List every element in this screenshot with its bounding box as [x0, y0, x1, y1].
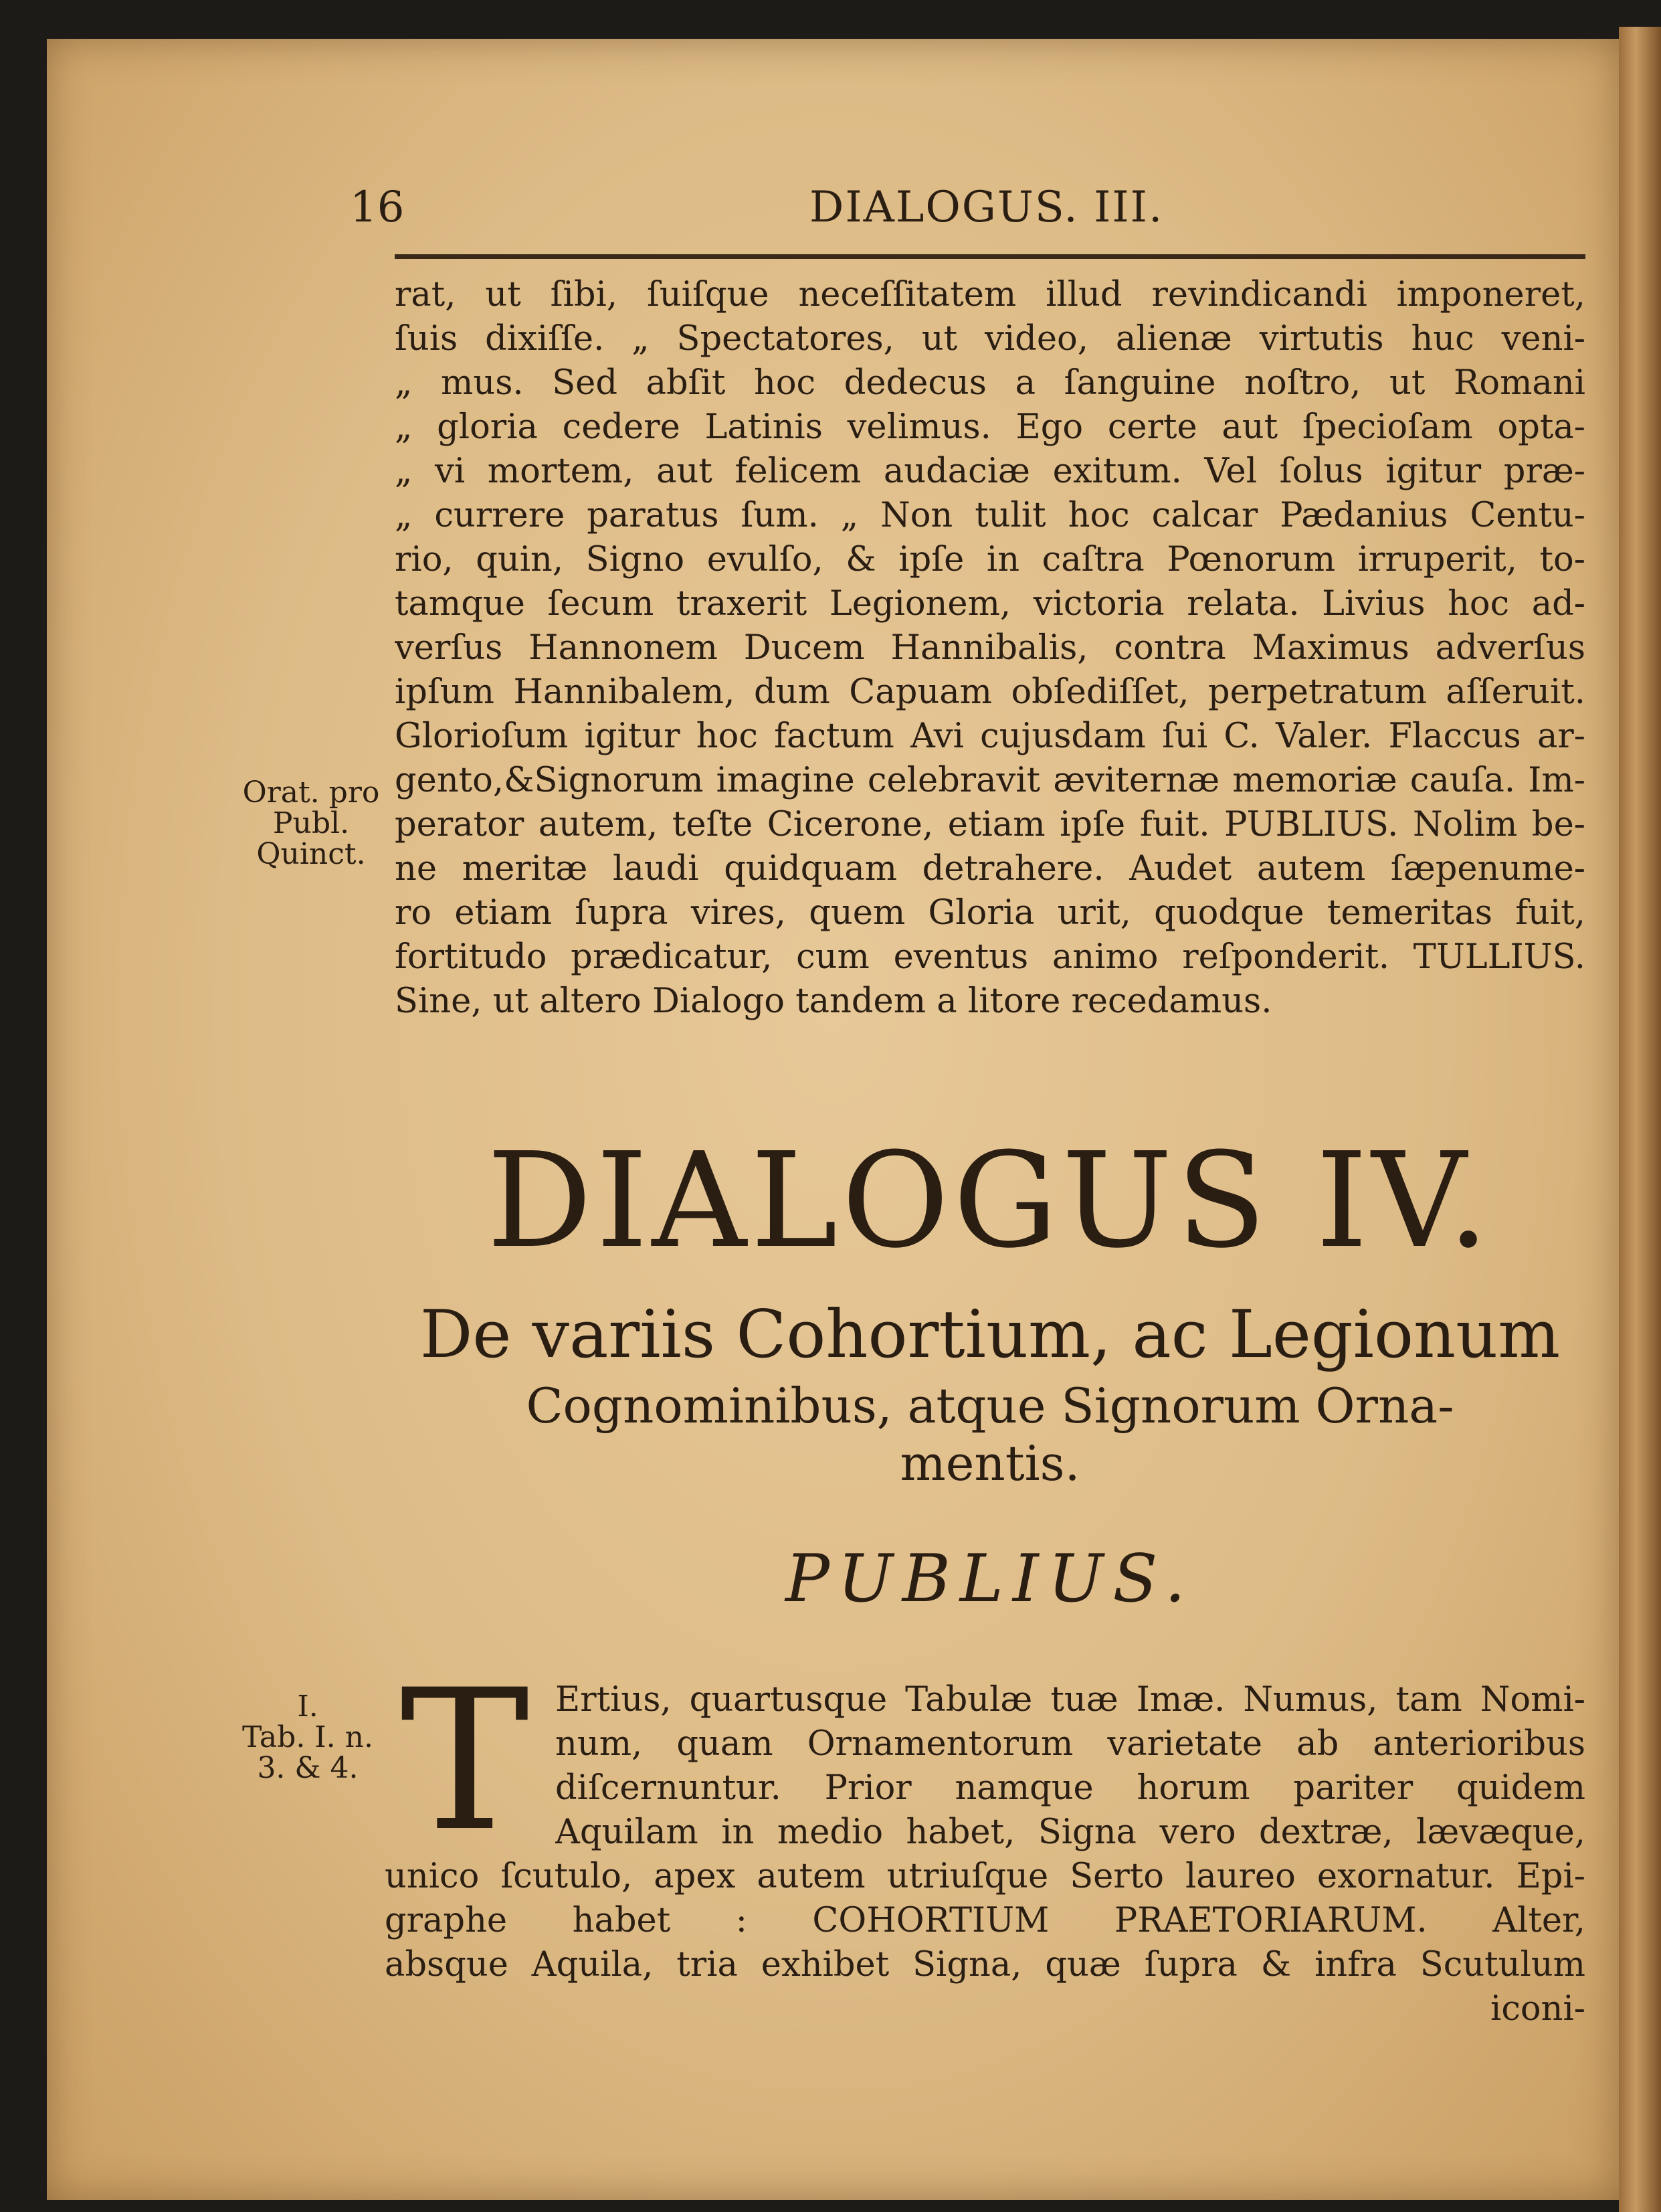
margin-note-line: I.	[297, 1689, 318, 1724]
section-title: DIALOGUS IV.	[486, 1125, 1494, 1277]
margin-note-line: Quinct.	[256, 837, 366, 871]
text-line: perator autem, teſte Cicerone, etiam ipſe fuit. PUBLIUS. Nolim be-	[395, 805, 1585, 844]
margin-note-line: 3. & 4.	[257, 1751, 359, 1785]
header-rule	[395, 254, 1585, 259]
text-line: gento,&Signorum imagine celebravit æviternæ memoriæ cauſa. Im-	[395, 761, 1585, 800]
subtitle-line: mentis.	[900, 1435, 1080, 1491]
text-line: diſcernuntur. Prior namque horum pariter quidem	[555, 1768, 1585, 1808]
margin-note-line: Orat. pro	[242, 775, 380, 810]
speaker-name: PUBLIUS.	[785, 1541, 1195, 1617]
section-subtitle: De variis Cohortium, ac Legionum	[419, 1297, 1561, 1373]
text-line: ſuis dixiſſe. „ Spectatores, ut video, alienæ virtutis huc veni-	[395, 319, 1585, 359]
text-line: „ currere paratus ſum. „ Non tulit hoc calcar Pædanius Centu-	[395, 496, 1585, 535]
book-spine	[1619, 27, 1661, 2212]
text-line: graphe habet : COHORTIUM PRAETORIARUM. Alter,	[385, 1901, 1585, 1940]
body-text-dropcap	[555, 1678, 1585, 1855]
text-line: Sine, ut altero Dialogo tandem a litore recedamus.	[395, 982, 1272, 1021]
body-text-bottom	[385, 1855, 1585, 2031]
text-line: „ gloria cedere Latinis velimus. Ego certe aut ſpecioſam opta-	[395, 407, 1585, 447]
text-line: tamque ſecum traxerit Legionem, victoria relata. Livius hoc ad-	[395, 584, 1585, 624]
margin-note-table-ref	[231, 1691, 385, 1784]
catchword: iconi-	[1490, 1989, 1585, 2029]
drop-cap: T	[400, 1649, 530, 1874]
margin-note-citation	[237, 777, 385, 870]
text-line: Ertius, quartusque Tabulæ tuæ Imæ. Numus, tam Nomi-	[555, 1680, 1585, 1720]
text-line: absque Aquila, tria exhibet Signa, quæ ſupra & infra Scutulum	[385, 1945, 1585, 1985]
text-line: ne meritæ laudi quidquam detrahere. Audet autem ſæpenume-	[395, 849, 1585, 889]
margin-note-line: Tab. I. n.	[242, 1720, 373, 1754]
text-line: ro etiam ſupra vires, quem Gloria urit, quodque temeritas fuit,	[395, 893, 1585, 933]
text-line: num, quam Ornamentorum varietate ab anterioribus	[555, 1724, 1585, 1764]
text-line: „ mus. Sed abſit hoc dedecus a ſanguine noſtro, ut Romani	[395, 363, 1585, 403]
text-line: ipſum Hannibalem, dum Capuam obſediſſet, perpetratum aſſeruit.	[395, 672, 1585, 712]
page-number: 16	[350, 183, 405, 232]
margin-note-line: Publ.	[272, 806, 350, 840]
section-subtitle-continued	[395, 1377, 1585, 1492]
text-line: rat, ut ſibi, ſuiſque neceſſitatem illud revindicandi imponeret,	[395, 275, 1585, 314]
subtitle-line: Cognominibus, atque Signorum Orna-	[526, 1378, 1454, 1434]
text-line: Glorioſum igitur hoc factum Avi cujusdam ſui C. Valer. Flaccus ar-	[395, 717, 1585, 756]
body-text-top	[395, 273, 1585, 1024]
text-line: fortitudo prædicatur, cum eventus animo reſponderit. TULLIUS.	[395, 937, 1585, 977]
text-line: „ vi mortem, aut felicem audaciæ exitum. Vel ſolus igitur præ-	[395, 452, 1585, 491]
text-line: verſus Hannonem Ducem Hannibalis, contra Maximus adverſus	[395, 628, 1585, 668]
running-head: DIALOGUS. III.	[809, 183, 1164, 232]
text-line: unico ſcutulo, apex autem utriuſque Serto laureo exornatur. Epi-	[385, 1857, 1585, 1896]
text-line: rio, quin, Signo evulſo, & ipſe in caſtra Pœnorum irruperit, to-	[395, 540, 1585, 579]
text-line: Aquilam in medio habet, Signa vero dextræ, lævæque,	[555, 1813, 1585, 1852]
